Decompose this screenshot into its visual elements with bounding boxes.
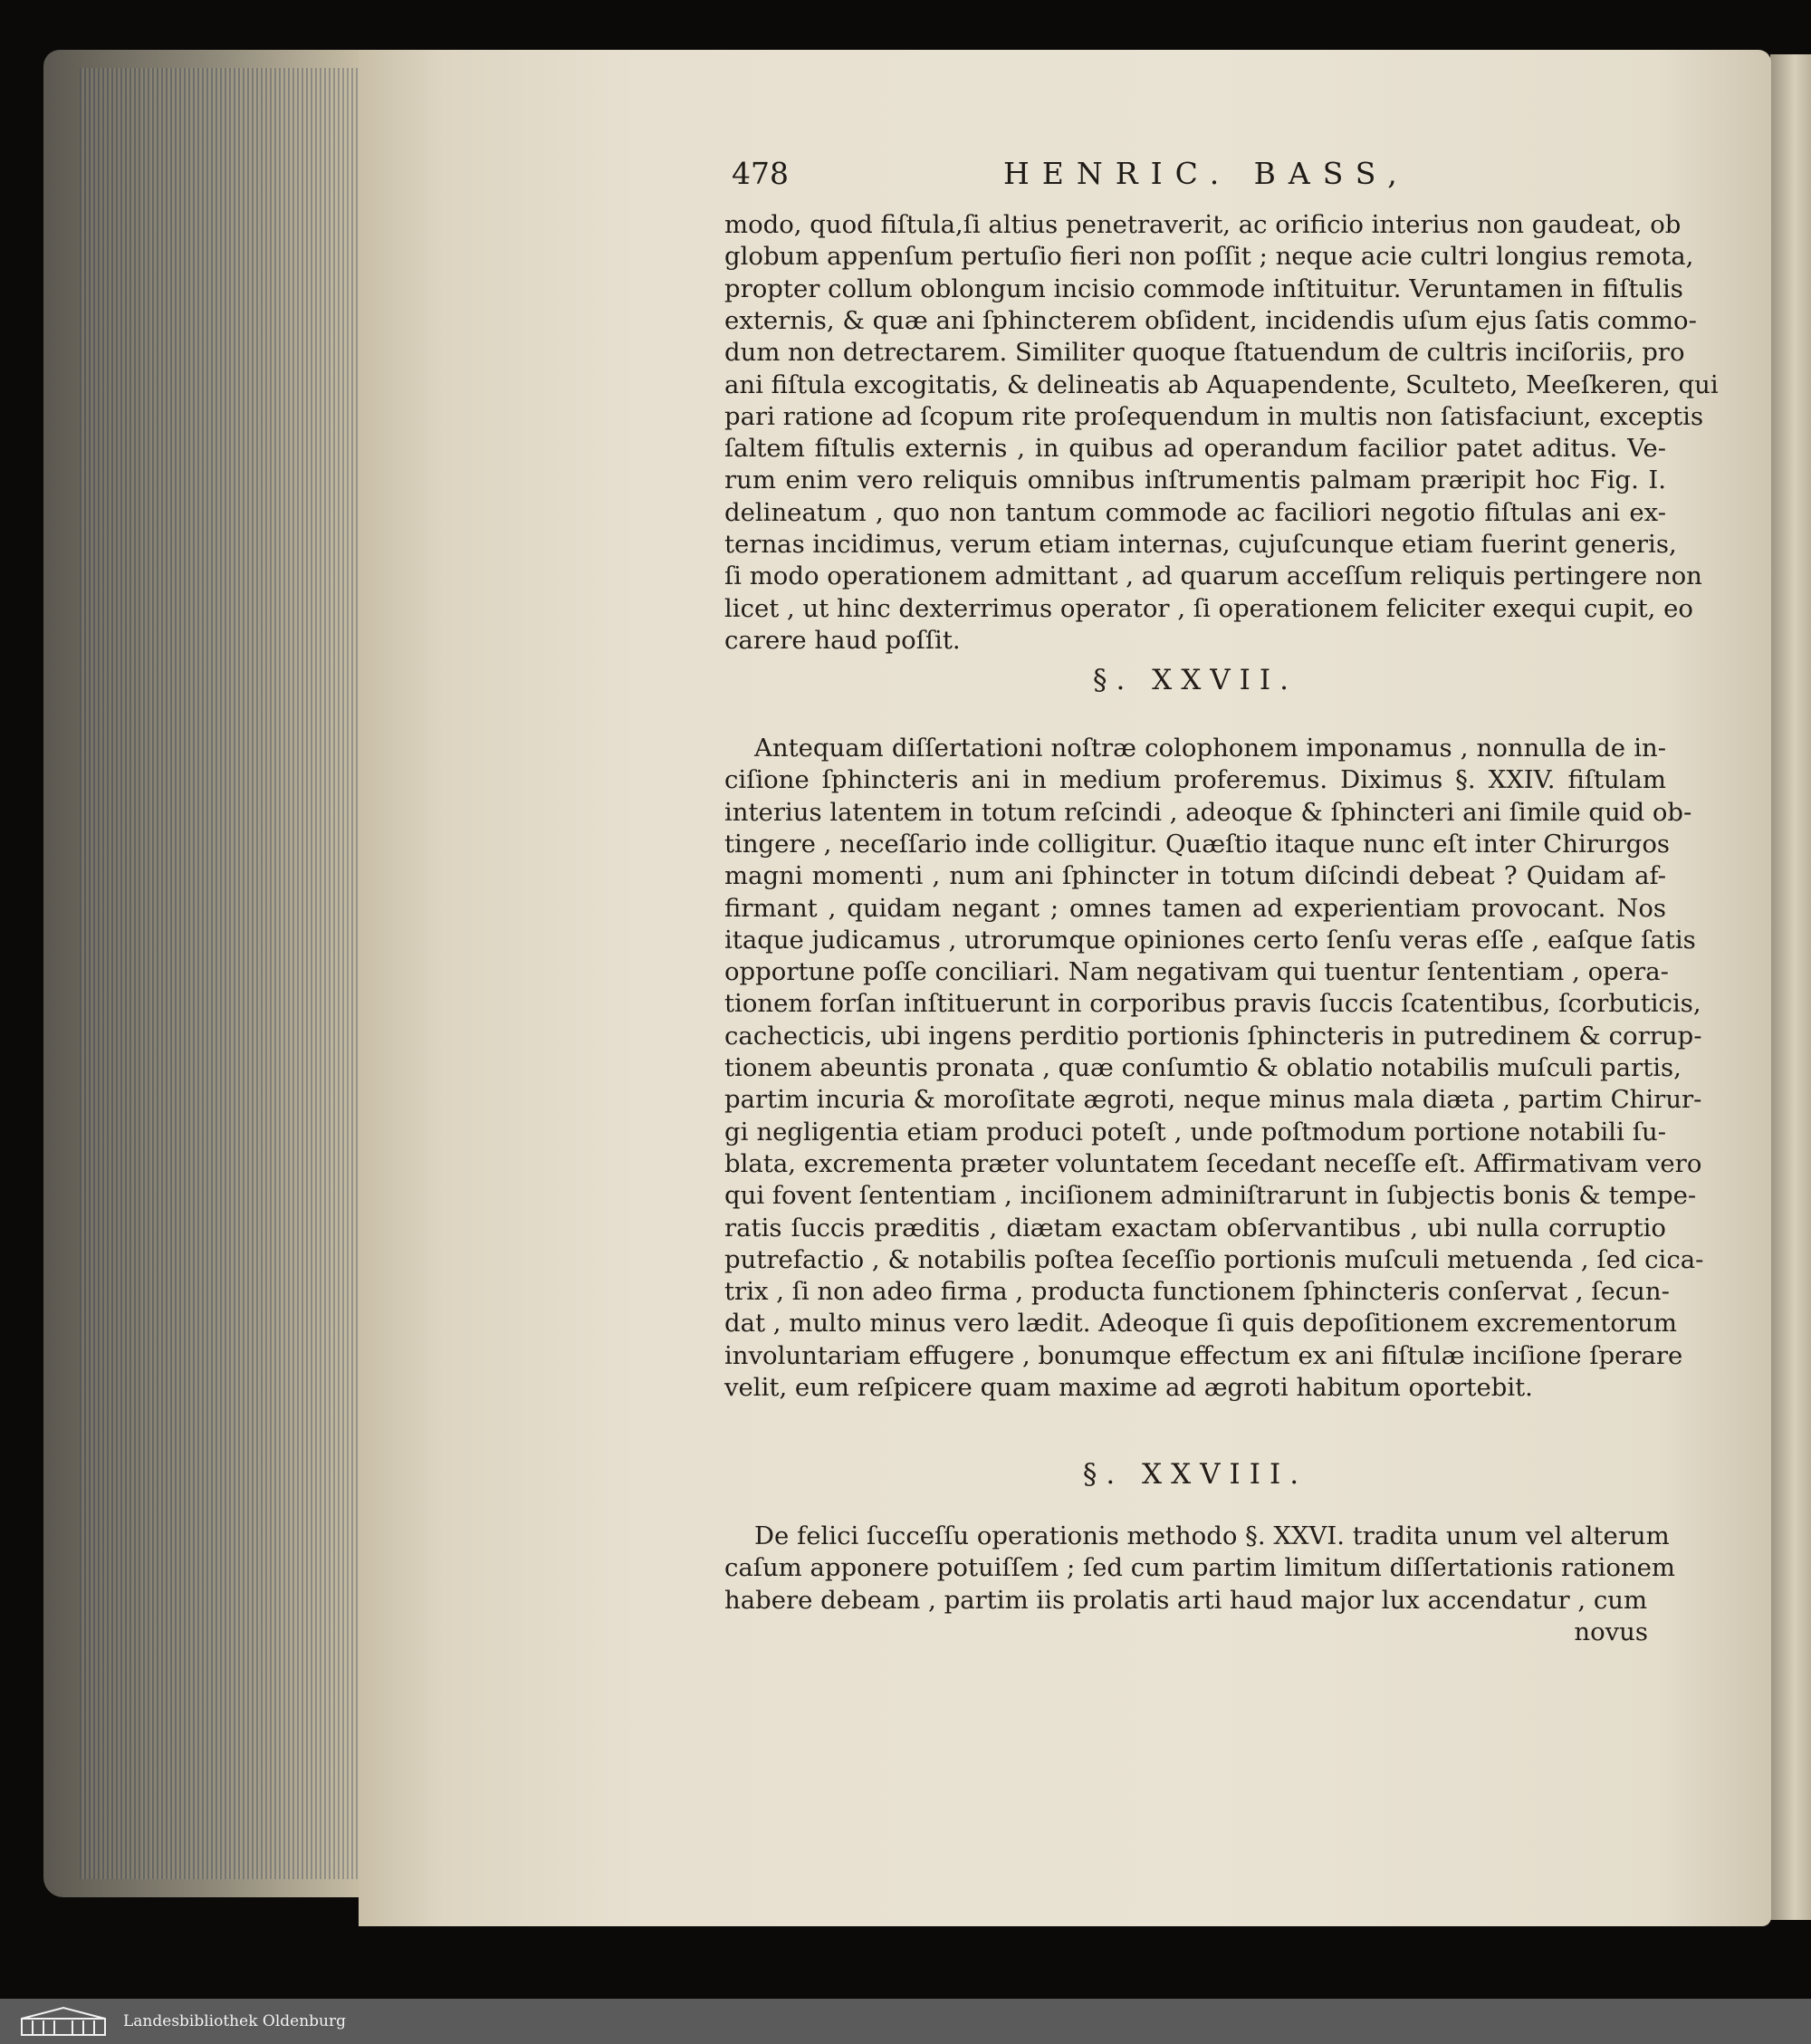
text-line: ternas incidimus, verum etiam internas, cujuſcunque etiam fuerint generis,: [724, 530, 1677, 559]
text-line: caſum apponere potuiſſem ; ſed cum partim limitum diſſertationis rationem: [724, 1553, 1675, 1583]
text-line: tionem forſan inſtituerunt in corporibus pravis ſuccis ſcatentibus, ſcorbuticis,: [724, 989, 1701, 1019]
library-name: Landesbibliothek Oldenburg: [123, 2012, 347, 2030]
text-line: rum enim vero reliquis omnibus inſtrumentis palmam præripit hoc Fig. I.: [724, 465, 1666, 495]
text-line: dat , multo minus vero lædit. Adeoque ſi quis depoſitionem excrementorum: [724, 1309, 1677, 1339]
library-logo-icon: [20, 2006, 107, 2037]
text-line: pari ratione ad ſcopum rite proſequendum in multis non ſatisfaciunt, exceptis: [724, 401, 1704, 431]
text-line: putrefactio , & notabilis poſtea ſeceſſio portionis muſculi metuenda , ſed cica-: [724, 1244, 1704, 1274]
footer-bar: [0, 1999, 1811, 2044]
section-heading: §. XXVIII.: [1082, 1458, 1308, 1491]
running-title: HENRIC. BASS,: [1003, 156, 1410, 191]
text-line: licet , ut hinc dexterrimus operator , ſi operationem feliciter exequi cupit, eo: [724, 593, 1693, 623]
text-line: tionem abeuntis pronata , quæ conſumtio & oblatio notabilis muſculi partis,: [724, 1053, 1682, 1082]
text-line: firmant , quidam negant ; omnes tamen ad experientiam provocant. Nos: [724, 893, 1666, 923]
text-line: cachecticis, ubi ingens perditio portionis ſphincteris in putredinem & corrup-: [724, 1021, 1702, 1051]
text-line: ciſione ſphincteris ani in medium proferemus. Diximus §. XXIV. fiſtulam: [724, 765, 1666, 795]
text-line: blata, excrementa præter voluntatem ſecedant neceſſe eſt. Affirmativam vero: [724, 1148, 1702, 1178]
text-line: De felici ſucceſſu operationis methodo §. XXVI. tradita unum vel alterum: [754, 1521, 1670, 1550]
text-line: tingere , neceſſario inde colligitur. Quæſtio itaque nunc eſt inter Chirurgos: [724, 829, 1671, 859]
text-line: ſi modo operationem admittant , ad quarum acceſſum reliquis pertingere non: [724, 561, 1702, 591]
text-line: modo, quod fiſtula,ſi altius penetraverit, ac orificio interius non gaudeat, ob: [724, 210, 1682, 239]
page-edge-stripes: [80, 68, 362, 1879]
text-line: delineatum , quo non tantum commode ac faciliori negotio fiſtulas ani ex-: [724, 497, 1666, 527]
text-line: magni momenti , num ani ſphincter in totum diſcindi debeat ? Quidam af-: [724, 861, 1666, 891]
text-line: interius latentem in totum reſcindi , adeoque & ſphincteri ani ſimile quid ob-: [724, 797, 1692, 827]
text-line: habere debeam , partim iis prolatis arti haud major lux accendatur , cum: [724, 1585, 1648, 1615]
section-heading: §. XXVII.: [1092, 664, 1298, 696]
catchword: novus: [1574, 1617, 1648, 1646]
text-line: opportune poſſe conciliari. Nam negativam qui tuentur ſententiam , opera-: [724, 957, 1669, 987]
text-line: velit, eum reſpicere quam maxime ad ægroti habitum oportebit.: [724, 1373, 1533, 1402]
text-line: partim incuria & moroſitate ægroti, neque minus mala diæta , partim Chirur-: [724, 1085, 1702, 1115]
page-number: 478: [732, 156, 789, 191]
text-line: ſaltem fiſtulis externis , in quibus ad operandum facilior patet aditus. Ve-: [724, 434, 1666, 464]
text-line: itaque judicamus , utrorumque opiniones certo ſenſu veras eſſe , eaſque ſatis: [724, 925, 1696, 955]
text-line: qui fovent ſententiam , inciſionem adminiſtrarunt in ſubjectis bonis & tempe-: [724, 1181, 1697, 1211]
text-line: propter collum oblongum incisio commode inſtituitur. Veruntamen in fiſtulis: [724, 273, 1683, 303]
text-line: Antequam diſſertationi noſtræ colophonem imponamus , nonnulla de in-: [754, 734, 1666, 763]
book-page-edges: [43, 50, 362, 1897]
text-line: dum non detrectarem. Similiter quoque ſtatuendum de cultris inciſoriis, pro: [724, 338, 1685, 368]
text-line: gi negligentia etiam produci poteſt , unde poſtmodum portione notabili ſu-: [724, 1117, 1666, 1147]
text-line: globum appenſum pertuſio fieri non poſſit ; neque acie cultri longius remota,: [724, 242, 1694, 272]
text-line: involuntariam effugere , bonumque effectum ex ani fiſtulæ inciſione ſperare: [724, 1340, 1683, 1370]
text-line: externis, & quæ ani ſphincterem obſident, incidendis uſum ejus ſatis commo-: [724, 305, 1697, 335]
facing-page-edge: [1770, 54, 1811, 1920]
text-line: ani fiſtula excogitatis, & delineatis ab Aquapendente, Sculteto, Meeſkeren, qui: [724, 369, 1719, 399]
text-line: carere haud poſſit.: [724, 625, 961, 655]
text-line: trix , ſi non adeo firma , producta functionem ſphincteris conſervat , ſecun-: [724, 1277, 1670, 1307]
running-header: [732, 156, 1637, 196]
text-line: ratis ſuccis præditis , diætam exactam obſervantibus , ubi nulla corruptio: [724, 1213, 1666, 1243]
